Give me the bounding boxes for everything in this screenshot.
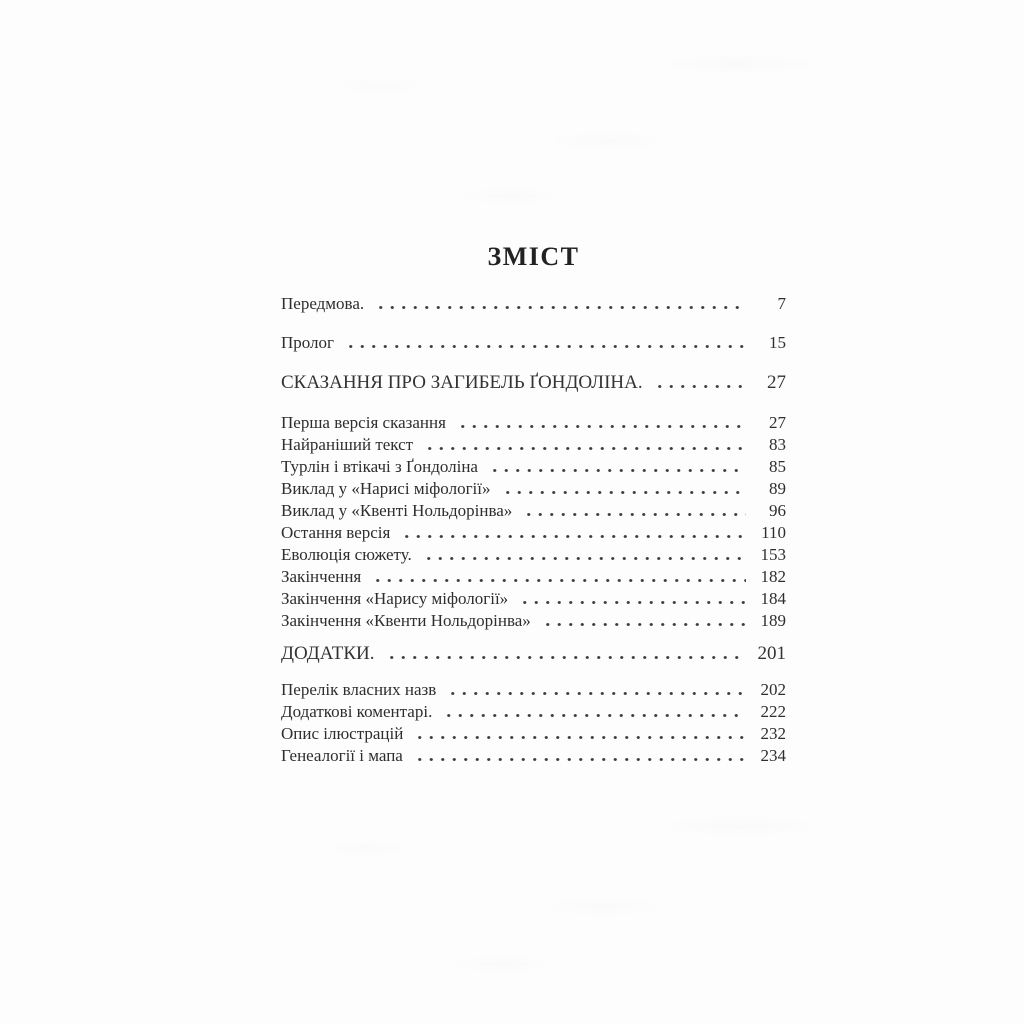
- toc-entry-row: [281, 332, 786, 354]
- toc-entry-title: Закінчення: [281, 567, 362, 586]
- table-of-contents: [281, 240, 786, 767]
- dot-leader: [538, 623, 746, 626]
- toc-entry-row: [281, 566, 786, 588]
- toc-entry-row: [281, 723, 786, 745]
- toc-section-row: [281, 642, 786, 666]
- toc-entry-page-number: 7: [777, 294, 786, 313]
- toc-entry-row: [281, 745, 786, 767]
- toc-entry-page-number: 27: [769, 413, 786, 432]
- toc-entry-page-number: 202: [760, 680, 786, 699]
- toc-entry-title: Найраніший текст: [281, 435, 414, 454]
- toc-entry-page-number: 189: [760, 611, 786, 630]
- toc-entry-row: [281, 500, 786, 522]
- toc-entry-title: Пролог: [281, 333, 335, 352]
- toc-entry-page-number: 232: [760, 724, 786, 743]
- dot-leader: [443, 692, 746, 695]
- dot-leader: [382, 656, 747, 659]
- toc-entry-title: СКАЗАННЯ ПРО ЗАГИБЕЛЬ ҐОНДОЛІНА.: [281, 372, 643, 393]
- toc-entry-title: Закінчення «Нарису міфології»: [281, 589, 509, 608]
- toc-entry-title: Виклад у «Нарисі міфології»: [281, 479, 491, 498]
- toc-entry-row: [281, 588, 786, 610]
- dot-leader: [341, 345, 746, 348]
- dot-leader: [368, 579, 746, 582]
- toc-entry-title: Перелік власних назв: [281, 680, 437, 699]
- dot-leader: [485, 469, 746, 472]
- toc-entry-row: [281, 434, 786, 456]
- toc-entry-row: [281, 293, 786, 315]
- toc-entry-row: [281, 679, 786, 701]
- scan-bleed-through-top: [250, 20, 900, 240]
- page-title: ЗМІСТ: [487, 242, 580, 271]
- toc-entry-row: [281, 610, 786, 632]
- dot-leader: [371, 306, 746, 309]
- toc-entry-page-number: 110: [761, 523, 786, 542]
- dot-leader: [519, 513, 746, 516]
- toc-entry-row: [281, 456, 786, 478]
- dot-leader: [419, 557, 746, 560]
- toc-entry-page-number: 182: [760, 567, 786, 586]
- toc-entry-page-number: 27: [767, 372, 786, 393]
- scan-bleed-through-bottom: [230, 780, 910, 1010]
- toc-entry-title: Виклад у «Квенті Нольдорінва»: [281, 501, 513, 520]
- toc-entry-page-number: 85: [769, 457, 786, 476]
- toc-entry-page-number: 184: [760, 589, 786, 608]
- toc-entry-title: ДОДАТКИ.: [281, 643, 375, 664]
- toc-entry-title: Опис ілюстрацій: [281, 724, 404, 743]
- dot-leader: [439, 714, 746, 717]
- toc-entry-row: [281, 478, 786, 500]
- toc-entry-title: Генеалогії і мапа: [281, 746, 403, 765]
- toc-section-row: [281, 371, 786, 395]
- dot-leader: [453, 425, 746, 428]
- toc-entry-title: Турлін і втікачі з Ґондоліна: [281, 457, 478, 476]
- toc-entry-row: [281, 522, 786, 544]
- toc-entry-page-number: 89: [769, 479, 786, 498]
- dot-leader: [650, 385, 746, 388]
- toc-entry-row: [281, 412, 786, 434]
- dot-leader: [410, 736, 746, 739]
- toc-entry-page-number: 201: [757, 643, 786, 664]
- toc-entry-page-number: 222: [760, 702, 786, 721]
- toc-entry-title: Передмова.: [281, 294, 365, 313]
- toc-entry-page-number: 83: [769, 435, 786, 454]
- toc-entry-row: [281, 544, 786, 566]
- toc-entry-row: [281, 701, 786, 723]
- toc-entry-page-number: 15: [769, 333, 786, 352]
- toc-entry-title: Еволюція сюжету.: [281, 545, 412, 564]
- toc-list: [281, 293, 786, 767]
- toc-entry-title: Перша версія сказання: [281, 413, 446, 432]
- dot-leader: [498, 491, 747, 494]
- toc-entry-page-number: 234: [760, 746, 786, 765]
- dot-leader: [420, 447, 746, 450]
- toc-entry-title: Закінчення «Квенти Нольдорінва»: [281, 611, 531, 630]
- dot-leader: [397, 535, 746, 538]
- dot-leader: [515, 601, 746, 604]
- toc-entry-title: Остання версія: [281, 523, 391, 542]
- dot-leader: [410, 758, 746, 761]
- toc-entry-title: Додаткові коментарі.: [281, 702, 433, 721]
- toc-entry-page-number: 96: [769, 501, 786, 520]
- toc-entry-page-number: 153: [760, 545, 786, 564]
